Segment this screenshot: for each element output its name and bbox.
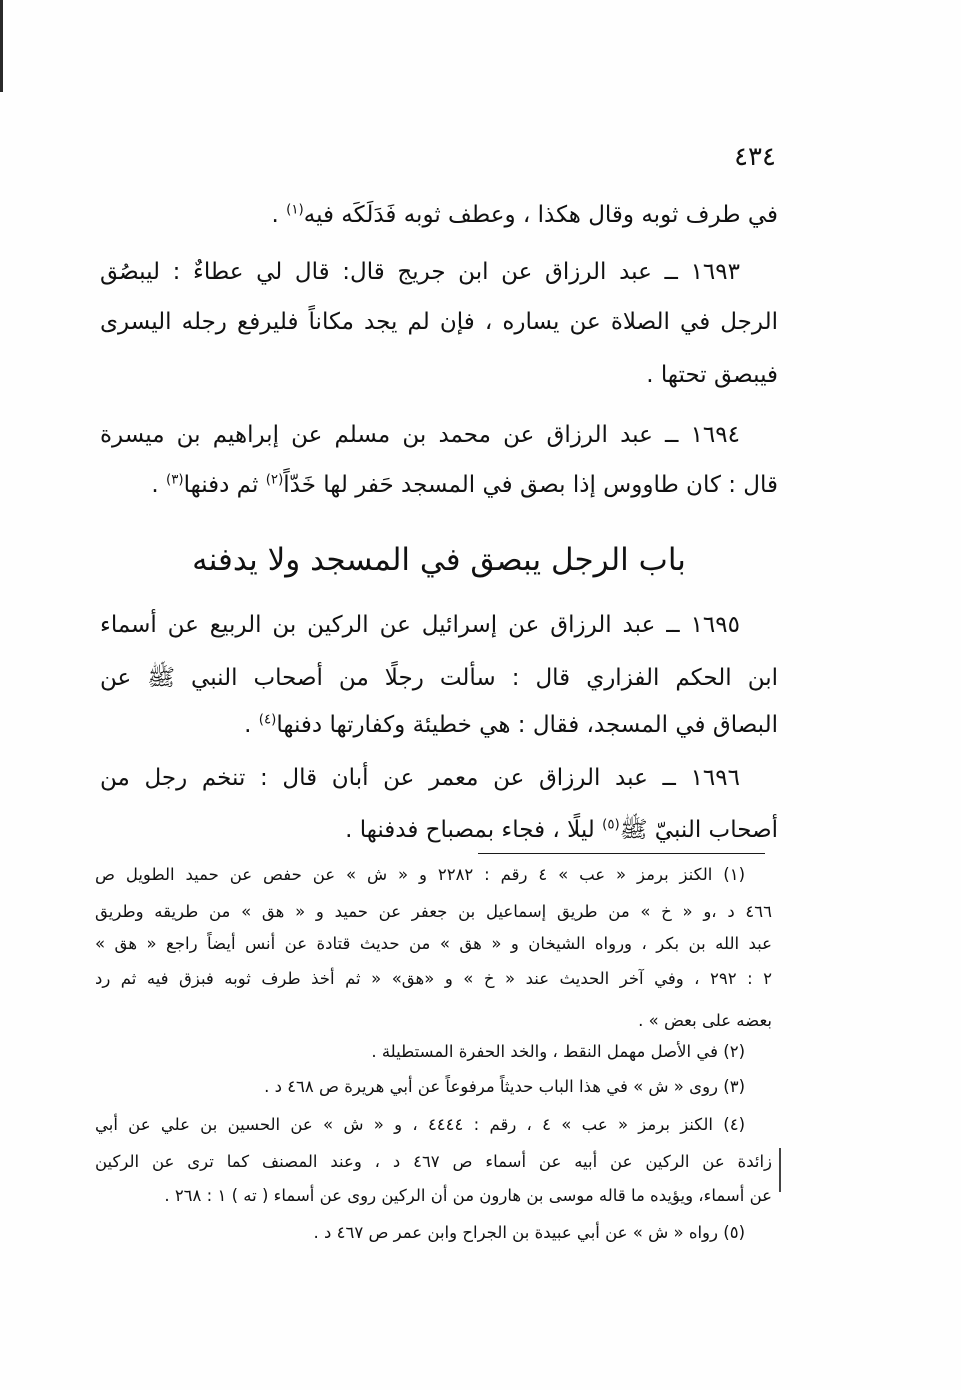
line-text: . [244,712,259,738]
footnote-ref-marker: (١) [286,202,304,218]
footnote-1-line: ٢ : ٢٩٢ ، وفي آخر الحديث عند « خ » و «هق» « ثم أخذ طرف ثوبه فبزق فيه ثم رد [95,969,772,988]
line-text: ١٦٩٤ ــ عبد الرزاق عن محمد بن مسلم عن إبراهيم بن ميسرة [100,422,740,448]
hadith-1693-line [100,250,740,294]
hadith-1694-line [100,413,740,457]
line-text: . [271,202,287,228]
footnote-divider [478,853,765,854]
footnote-ref-marker: (٣) [166,472,184,488]
continuation-line [100,193,778,237]
line-text: . [151,472,166,498]
hadith-1695-line [100,656,778,700]
line-text: في طرف ثوبه وقال هكذا ، وعطف ثوبه فَدَلَكَه فيه [303,202,778,228]
hadith-1695-line [100,703,778,747]
footnote-4-line: (٤) الكنز برمز « عب » ٤ ، رقم : ٤٤٤٤ ، و « ش » عن الحسين بن علي عن أبي [95,1115,746,1134]
scan-margin-mark [779,1148,781,1192]
footnote-1-line: (١) الكنز برمز « عب » ٤ رقم : ٢٢٨٢ و « ش » عن حفص عن حميد الطويل ص [95,865,745,884]
footnote-4-line: زائدة عن الركين عن أبيه عن أسماء ص ٤٦٧ د ، وعند المصنف كما ترى عن الركين [95,1152,773,1171]
hadith-1696-line [100,808,778,852]
line-text: ابن الحكم الفزاري قال : سألت رجلًا من أصحاب النبي ﷺ عن [100,665,778,691]
line-text: ١٦٩٦ ــ عبد الرزاق عن معمر عن أبان قال : تنخم رجل من [100,765,740,791]
hadith-1696-line [100,756,740,800]
footnote-4-line: عن أسماء، ويؤيده ما قاله موسى بن هارون من أن الركين روى عن أسماء ( ته ) ١ : ٢٦٨ . [164,1186,772,1205]
footnote-ref-marker: (٤) [258,712,277,728]
hadith-1695-line [100,603,740,647]
line-text: الرجل في الصلاة عن يساره ، فإن لم يجد مكاناً فليرفع رجله اليسرى [100,309,778,335]
footnote-ref-marker: (٥) [602,817,620,833]
hadith-1693-line [100,353,778,397]
footnote-1-line: عبد الله بن بكر ، ورواه الشيخان و « هق » من حديث قتادة عن أنس أيضاً راجع « هق » [95,934,772,953]
footnote-ref-marker: (٢) [265,472,284,488]
line-text: البصاق في المسجد، فقال : هي خطيئة وكفارتها دفنها [276,712,778,738]
line-text: فيبصق تحتها . [646,362,778,388]
scan-edge-line [0,0,3,92]
chapter-heading: باب الرجل يبصق في المسجد ولا يدفنه [192,542,686,578]
line-text: ١٦٩٣ ــ عبد الرزاق عن ابن جريج قال: قال لي عطاءٌ : ليبصُق [100,259,740,285]
line-text: ليلًا ، فجاء بمصباح فدفنها . [345,817,603,843]
line-text: أصحاب النبيّ ﷺ [619,817,778,843]
footnote-5-line: (٥) رواه « ش » عن أبي عبيدة بن الجراح وابن عمر ص ٤٦٧ د . [313,1223,745,1242]
line-text: ١٦٩٥ ــ عبد الرزاق عن إسرائيل عن الركين بن الربيع عن أسماء [100,612,740,638]
footnote-3-line: (٣) روى « ش » في هذا الباب حديثاً مرفوعاً عن أبي هريرة ص ٤٦٨ د . [264,1077,745,1096]
line-text: ثم دفنها [183,472,266,498]
hadith-1694-line [100,463,778,507]
line-text: قال : كان طاووس إذا بصق في المسجد حَفر لها خَدّاً [283,472,778,498]
footnote-1-line: بعضه على بعض » . [638,1011,772,1030]
footnote-2-line: (٢) في الأصل مهمل النقط ، والخد الحفرة المستطيلة . [371,1042,745,1061]
page-number: ٤٣٤ [734,142,776,172]
footnote-1-line: ٤٦٦ د ،و « خ » من طريق إسماعيل بن جعفر عن حميد و « هق » من طريقه وطريق [95,902,772,921]
hadith-1693-line [100,300,778,344]
